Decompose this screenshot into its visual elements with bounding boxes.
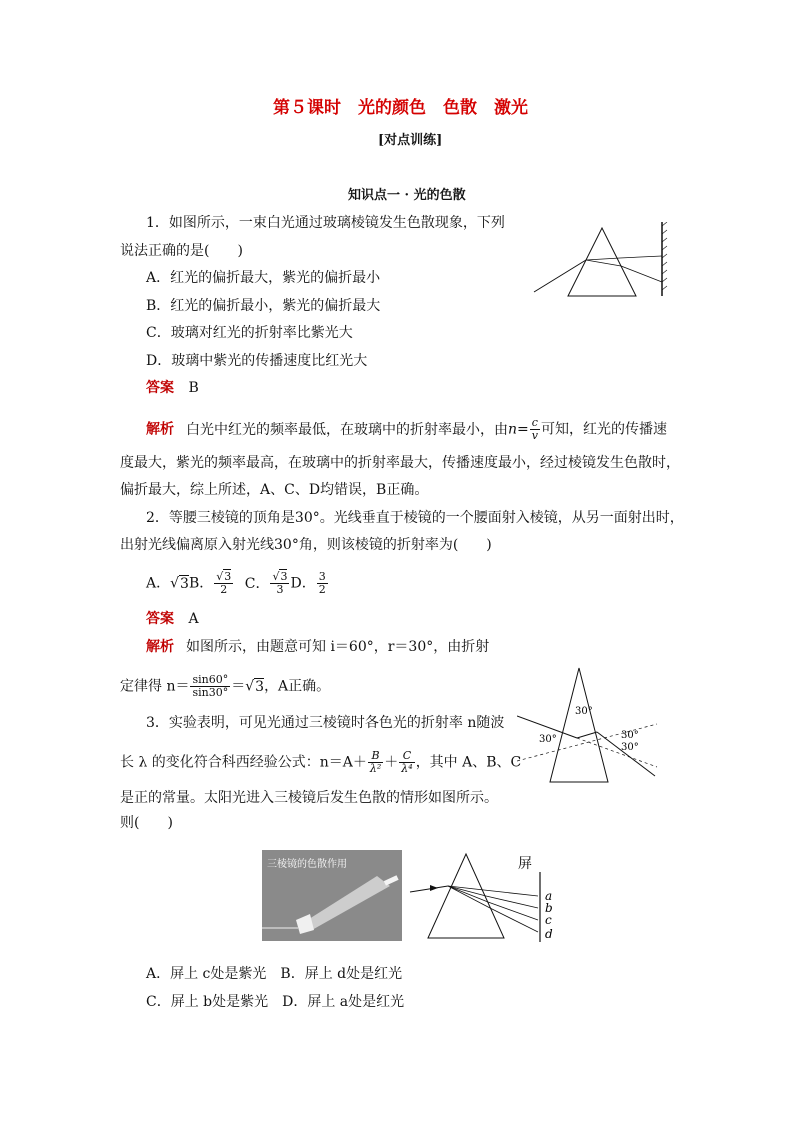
q2-answer: A (188, 611, 199, 627)
q3-stem-line3: 是正的常量。太阳光进入三棱镜后发生色散的情形如图所示。 (120, 790, 498, 806)
photo-light-beam (262, 850, 402, 941)
q1-option-c: C．玻璃对红光的折射率比紫光大 (146, 325, 353, 341)
q1-stem-line2: 说法正确的是( ) (120, 243, 243, 259)
screen-point-c: c (545, 913, 552, 927)
q1-stem-line1: 1．如图所示，一束白光通过玻璃棱镜发生色散现象，下列 (146, 215, 505, 231)
screen-point-d: d (545, 927, 553, 941)
q2-stem-line2: 出射光线偏离原入射光线30°角，则该棱镜的折射率为( ) (120, 537, 492, 553)
prism-outline (550, 668, 608, 782)
page-subtitle: [对点训练] (378, 133, 443, 148)
q3-options-ab: A．屏上 c处是紫光 B．屏上 d处是红光 (146, 966, 403, 982)
q1-option-b: B．红光的偏折最小，紫光的偏折最大 (146, 298, 381, 314)
angle-label-1: 30° (575, 706, 593, 717)
photo-caption: 三棱镜的色散作用 (267, 859, 347, 870)
angle-label-2: 30° (539, 734, 557, 745)
outgoing-ray-1 (620, 256, 662, 258)
q1-option-a: A．红光的偏折最大，紫光的偏折最小 (146, 270, 381, 286)
screen-point-b: b (545, 901, 553, 915)
q3-stem-line2: 长 λ 的变化符合科西经验公式：n＝A＋ $\frac{B}{\text{λ²}}$ ＋ $\frac{C}{\text{λ⁴}}$ ，其中 A、B、C (120, 749, 522, 775)
angle-label-3: 30° (621, 730, 639, 741)
q1-analysis-line2: 度最大，紫光的频率最高，在玻璃中的折射率最大，传播速度最小，经过棱镜发生色散时， (120, 455, 680, 471)
ray-to-a (484, 890, 538, 896)
angle-label-4: 30° (621, 742, 639, 753)
incident-ray (410, 886, 448, 892)
q2-analysis-line2: 定律得 n＝ $\frac{\sin 60^\circ}{\sin 30^\circ}$ ＝√3，A正确。 (120, 673, 331, 699)
q2-answer-row: 答案 A (146, 611, 199, 627)
q1-analysis-line1: 解析 白光中红光的频率最低，在玻璃中的折射率最小，由n= $\frac{c}{v}$ 可知，红光的传播速 (146, 416, 667, 442)
q1-option-d: D．玻璃中紫光的传播速度比红光大 (146, 353, 368, 369)
q1-fraction-c-over-v: $\frac{c}{v}$ (531, 416, 538, 442)
q1-answer: B (188, 380, 199, 396)
analysis-label: 解析 (146, 421, 174, 438)
q3-prism-figure (408, 850, 558, 946)
q2-options: A．√3B． $\frac{√3}{2}$ C． $\frac{√3}{3}$ D． $\frac{3}{2}$ (146, 570, 326, 596)
q1-analysis-line3: 偏折最大，综上所述，A、C、D均错误，B正确。 (120, 482, 429, 498)
q3-dispersion-photo (262, 850, 402, 941)
outgoing-ray-2 (621, 266, 662, 282)
screen-label: 屏 (518, 856, 532, 872)
inner-ray (577, 732, 597, 738)
q1-prism-figure (530, 222, 670, 300)
page-title: 第５课时 光的颜色 色散 激光 (273, 98, 528, 118)
answer-label: 答案 (146, 380, 174, 396)
q3-stem-line1: 3．实验表明，可见光通过三棱镜时各色光的折射率 n随波 (146, 715, 505, 731)
extension-dashed (577, 738, 657, 767)
q2-analysis-line1: 解析 如图所示，由题意可知 i＝60°，r＝30°，由折射 (146, 639, 490, 655)
inner-ray-1 (586, 258, 620, 260)
section-heading: 知识点一 · 光的色散 (348, 188, 466, 203)
ray-to-b (486, 896, 538, 908)
prism-outline (568, 228, 636, 296)
prism-outline (428, 854, 504, 938)
q2-prism-figure (517, 666, 667, 786)
q2-stem-line1: 2．等腰三棱镜的顶角是30°。光线垂直于棱镜的一个腰面射入棱镜，从另一面射出时， (146, 510, 684, 526)
q3-options-cd: C．屏上 b处是紫光 D．屏上 a处是红光 (146, 994, 405, 1010)
q1-answer-row (146, 378, 199, 398)
q3-stem-line4: 则( ) (120, 815, 173, 831)
inner-ray-2 (586, 260, 621, 266)
screen-point-a: a (545, 889, 553, 903)
